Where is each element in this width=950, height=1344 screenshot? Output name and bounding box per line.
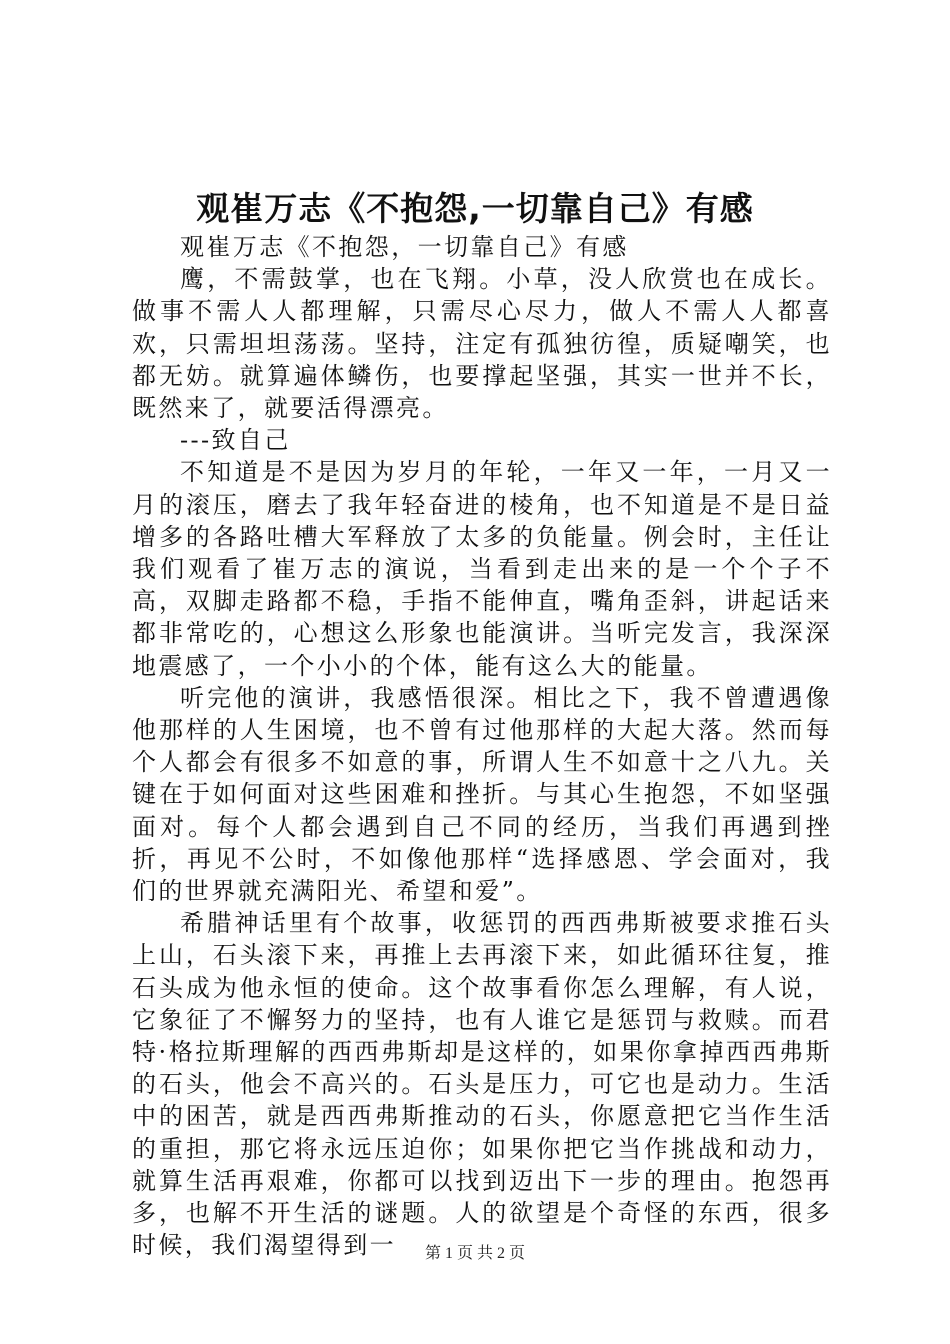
document-body xyxy=(132,231,832,1262)
body-paragraph: 观崔万志《不抱怨，一切靠自己》有感 xyxy=(180,233,629,261)
body-paragraph: 不知道是不是因为岁月的年轮，一年又一年，一月又一月的滚压，磨去了我年轻奋进的棱角，也不知道是不是日益增多的各路吐槽大军释放了太多的负能量。例会时，主任让我们观看了崔万志的演说，当看到走出来的是一个个子不高，双脚走路都不稳，手指不能伸直，嘴角歪斜，讲起话来都非常吃的，心想这么形象也能演讲。当听完发言，我深深地震感了，一个小小的个体，能有这么大的能量。 xyxy=(132,458,832,680)
body-paragraph: ---致自己 xyxy=(180,426,291,455)
body-paragraph: 听完他的演讲，我感悟很深。相比之下，我不曾遭遇像他那样的人生困境，也不曾有过他那样的大起大落。然而每个人都会有很多不如意的事，所谓人生不如意十之八九。关键在于如何面对这些困难和挫折。与其心生抱怨，不如坚强面对。每个人都会遇到自己不同的经历，当我们再遇到挫折，再见不公时，不如像他那样“选择感恩、学会面对，我们的世界就充满阳光、希望和爱”。 xyxy=(132,683,832,906)
document-title: 观崔万志《不抱怨,一切靠自己》有感 xyxy=(196,189,754,228)
page-footer: 第 1 页 共 2 页 xyxy=(424,1245,525,1262)
body-paragraph: 希腊神话里有个故事，收惩罚的西西弗斯被要求推石头上山，石头滚下来，再推上去再滚下来，如此循环往复，推石头成为他永恒的使命。这个故事看你怎么理解，有人说，它象征了不懈努力的坚持，也有人谁它是惩罚与救赎。而君特·格拉斯理解的西西弗斯却是这样的，如果你拿掉西西弗斯的石头，他会不高兴的。石头是压力，可它也是动力。生活中的困苦，就是西西弗斯推动的石头，你愿意把它当作生活的重担，那它将永远压迫你；如果你把它当作挑战和动力，就算生活再艰难，你都可以找到迈出下一步的理由。抱怨再多，也解不开生活的谜题。人的欲望是个奇怪的东西，很多时候，我们渴望得到一 xyxy=(132,909,832,1260)
body-paragraph: 鹰，不需鼓掌，也在飞翔。小草，没人欣赏也在成长。做事不需人人都理解，只需尽心尽力，做人不需人人都喜欢，只需坦坦荡荡。坚持，注定有孤独彷徨，质疑嘲笑，也都无妨。就算遍体鳞伤，也要撑起坚强，其实一世并不长，既然来了，就要活得漂亮。 xyxy=(132,265,832,423)
